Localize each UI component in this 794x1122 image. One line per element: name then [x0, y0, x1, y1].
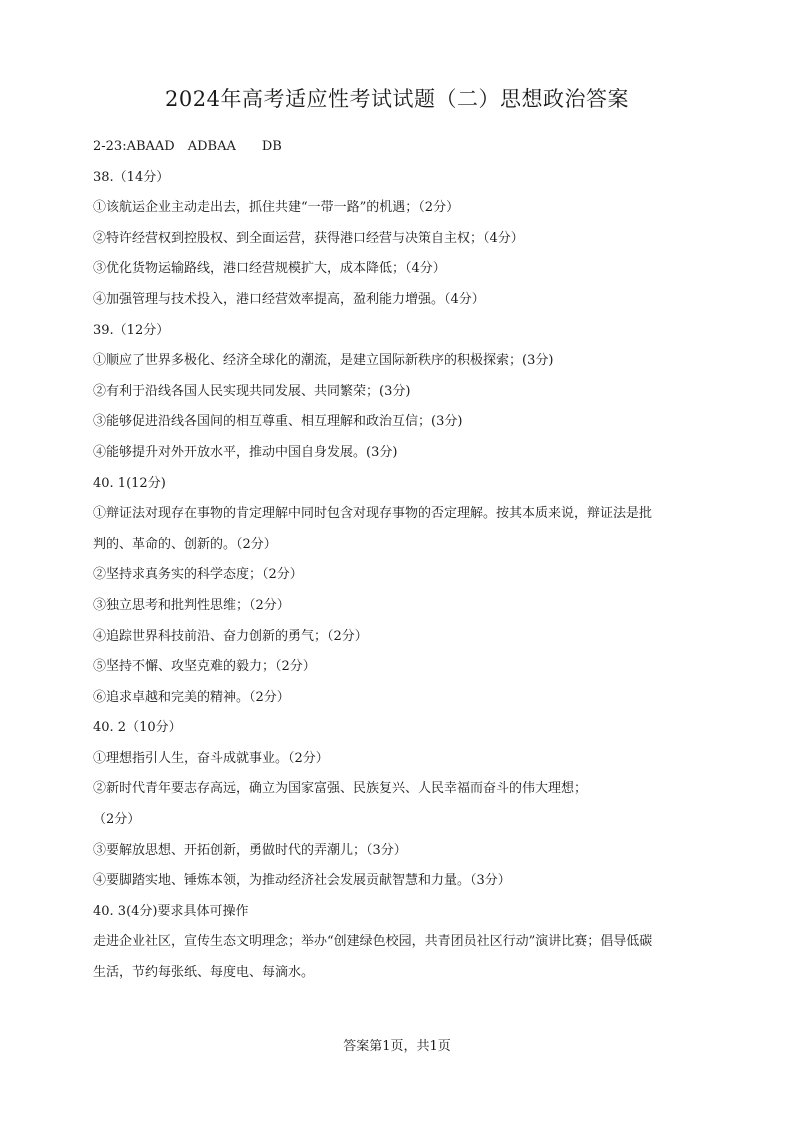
question-40-1-point-5: ⑤坚持不懈、攻坚克难的毅力；（2分）: [93, 659, 316, 675]
question-40-3-answer-cont: 生活，节约每张纸、每度电、每滴水。: [93, 965, 315, 981]
answer-content: [93, 132, 713, 989]
question-40-2-heading: 40. 2（10分）: [93, 720, 182, 736]
question-40-3-heading: 40. 3(4分)要求具体可操作: [93, 903, 249, 919]
question-40-2-point-1: ①理想指引人生，奋斗成就事业。（2分）: [93, 750, 329, 766]
question-38-point-2: ②特许经营权到控股权、到全面运营，获得港口经营与决策自主权；（4分）: [93, 230, 524, 246]
question-40-1-heading: 40. 1(12分): [93, 475, 166, 491]
question-40-1-point-6: ⑥追求卓越和完美的精神。（2分）: [93, 689, 290, 705]
page-footer: 答案第1页，共1页: [343, 1039, 451, 1054]
page-title: 2024年高考适应性考试试题（二）思想政治答案: [165, 87, 629, 111]
question-40-2-point-3: ③要解放思想、开拓创新，勇做时代的弄潮儿；（3分）: [93, 842, 407, 858]
question-40-1-point-4: ④追踪世界科技前沿、奋力创新的勇气；（2分）: [93, 628, 368, 644]
question-40-1-point-1: ①辩证法对现存在事物的肯定理解中同时包含对现存事物的否定理解。按其本质来说，辩证法是批: [93, 506, 653, 522]
answer-line-choice: 2-23:ABAAD ADBAA DB: [93, 139, 282, 154]
question-40-2-point-2-cont: （2分）: [93, 812, 141, 828]
question-39-heading: 39.（12分）: [93, 322, 170, 338]
question-38-point-3: ③优化货物运输路线，港口经营规模扩大，成本降低；（4分）: [93, 261, 446, 277]
question-40-2-point-4: ④要脚踏实地、锤炼本领，为推动经济社会发展贡献智慧和力量。（3分）: [93, 873, 511, 889]
question-39-point-3: ③能够促进沿线各国间的相互尊重、相互理解和政治互信；(3分): [93, 414, 463, 430]
question-39-point-4: ④能够提升对外开放水平，推动中国自身发展。(3分): [93, 444, 398, 460]
question-40-1-point-1-cont: 判的、革命的、创新的。（2分）: [93, 536, 277, 552]
question-40-1-point-3: ③独立思考和批判性思维；（2分）: [93, 597, 290, 613]
question-38-point-1: ①该航运企业主动走出去，抓住共建“一带一路”的机遇；（2分）: [93, 200, 460, 216]
question-38-point-4: ④加强管理与技术投入，港口经营效率提高，盈利能力增强。（4分）: [93, 291, 485, 307]
question-39-point-1: ①顺应了世界多极化、经济全球化的潮流，是建立国际新秩序的积极探索；(3分): [93, 353, 554, 369]
question-40-2-point-2: ②新时代青年要志存高远，确立为国家富强、民族复兴、人民幸福而奋斗的伟大理想；: [93, 781, 588, 797]
question-40-1-point-2: ②坚持求真务实的科学态度；（2分）: [93, 567, 303, 583]
question-38-heading: 38.（14分）: [93, 169, 170, 185]
question-40-3-answer: 走进企业社区，宣传生态文明理念；举办“创建绿色校园，共青团员社区行动”演讲比赛；倡导低碳: [93, 934, 653, 950]
question-39-point-2: ②有利于沿线各国人民实现共同发展、共同繁荣；(3分): [93, 383, 411, 399]
